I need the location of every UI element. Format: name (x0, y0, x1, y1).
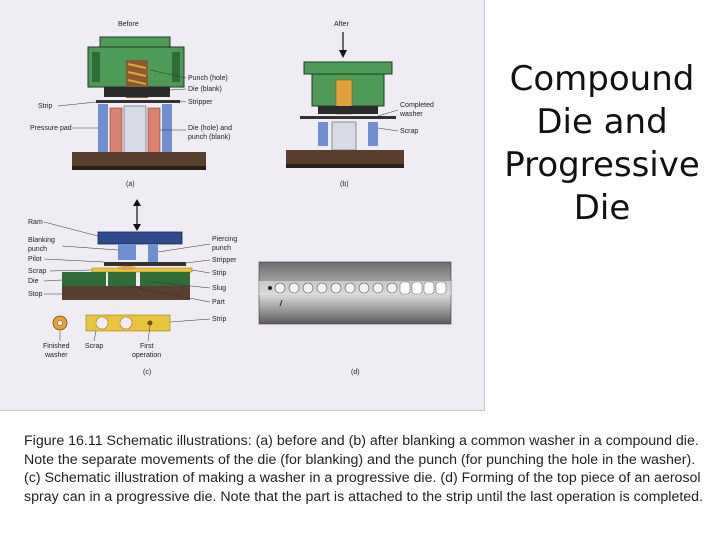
label-slug: Slug (212, 285, 227, 292)
label-die-holes-2: punch (blank) (188, 134, 231, 141)
title-line-1: Compound (509, 59, 695, 99)
ram-arrow-progressive (133, 199, 141, 231)
label-strip-c: Strip (212, 270, 227, 277)
label-scrap-c: Scrap (28, 268, 47, 275)
progressive-die (62, 232, 192, 300)
label-punch-hole: Punch (hole) (188, 75, 228, 82)
label-scrap-after: Scrap (400, 128, 419, 135)
compound-die-before (72, 37, 206, 170)
label-finished-2: washer (45, 352, 68, 359)
tag-c: (c) (143, 369, 152, 376)
figure-caption: Figure 16.11 Schematic illustrations: (a) before and (b) after blanking a common washer in a compound die. Note the separate movements of the die (for blanking) and the punch (for punching the hole in the washer). (c) Schematic illustration of making a washer in a progressive die. (d) Forming of the top piece of an aerosol spray can in a progressive die. Note that the part is attached to the strip until the last operation is completed. (24, 433, 704, 505)
ram-arrow-after (339, 32, 347, 58)
label-completed-1: Completed (400, 102, 434, 109)
tag-a: (a) (126, 181, 135, 188)
label-piercing-1: Piercing (212, 236, 238, 243)
slide-title (487, 58, 717, 230)
aerosol-strip-photo (259, 262, 451, 324)
heading-before: Before (118, 21, 139, 28)
label-ram: Ram (28, 219, 43, 226)
label-first-1: First (140, 343, 154, 350)
label-die-holes-1: Die (hole) and (188, 125, 232, 132)
label-stop: Stop (28, 291, 43, 298)
label-piercing-2: punch (212, 245, 232, 252)
label-first-2: operation (132, 352, 162, 359)
label-scrap-bottom: Scrap (85, 343, 104, 350)
label-stripper-c: Stripper (212, 257, 237, 264)
strip-sequence (43, 315, 170, 376)
title-line-2: Die and (536, 102, 668, 142)
label-completed-2: washer (400, 111, 423, 118)
label-pressure-pad: Pressure pad (30, 125, 72, 132)
label-pilot: Pilot (28, 256, 42, 263)
label-part: Part (212, 299, 225, 306)
label-die-c: Die (28, 278, 39, 285)
compound-die-after (286, 62, 404, 168)
label-blanking-2: punch (28, 246, 48, 253)
title-line-4: Die (573, 188, 631, 228)
label-strip-bottom: Strip (212, 316, 227, 323)
heading-after: After (334, 21, 349, 28)
label-stripper: Stripper (188, 99, 213, 106)
label-finished-1: Finished (43, 343, 70, 350)
label-die-blank: Die (blank) (188, 86, 222, 93)
tag-d: (d) (351, 369, 360, 376)
title-line-3: Progressive (504, 145, 700, 185)
label-blanking-1: Blanking (28, 237, 55, 244)
label-strip: Strip (38, 103, 53, 110)
tag-b: (b) (340, 181, 349, 188)
